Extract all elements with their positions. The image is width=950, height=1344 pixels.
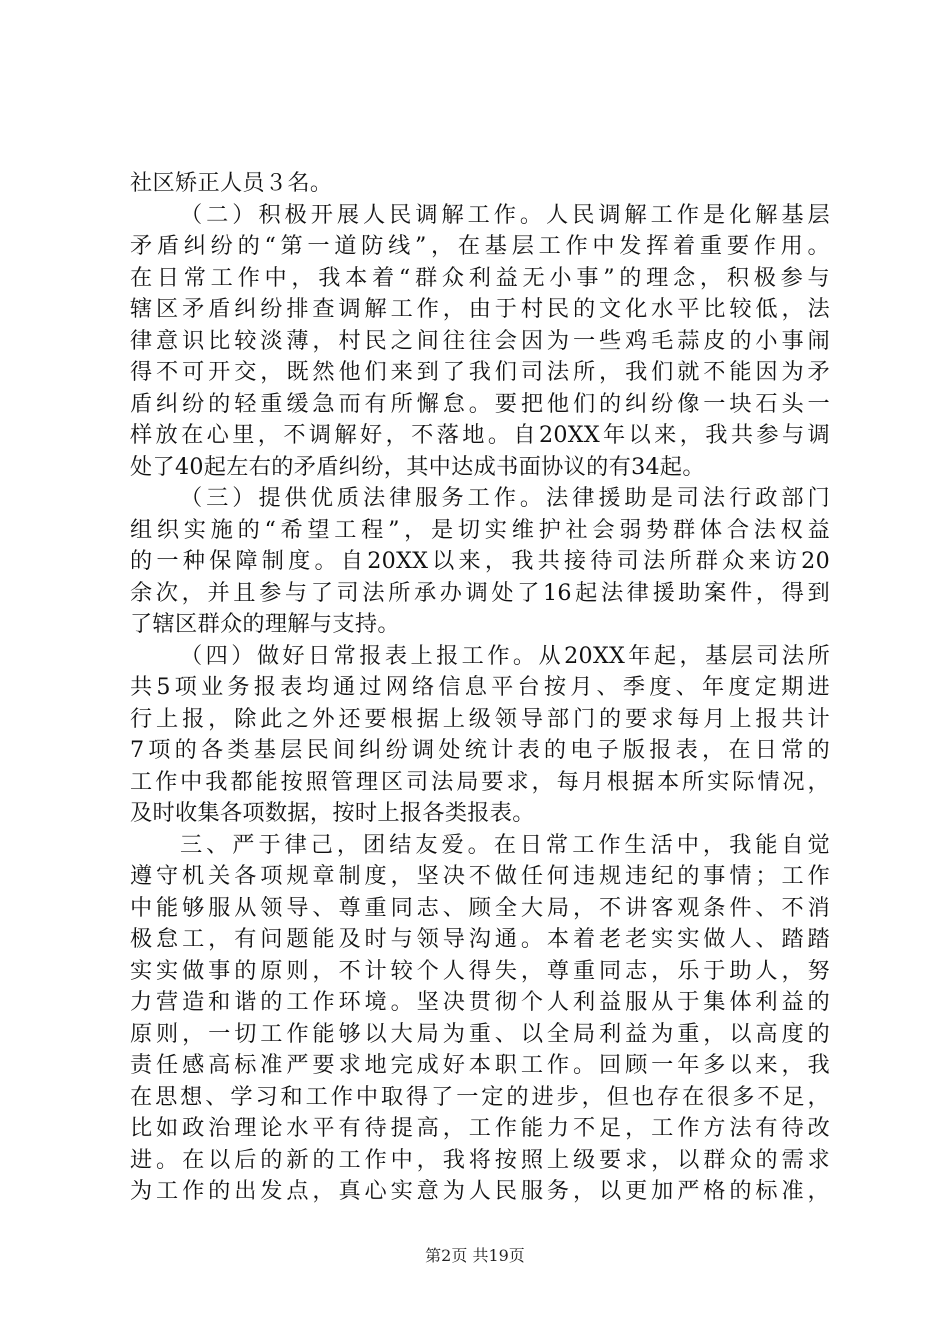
text-line: 处了40起左右的矛盾纠纷，其中达成书面协议的有34起。 (130, 453, 705, 480)
page-footer (0, 1246, 950, 1266)
text-line: 实实做事的原则，不计较个人得失，尊重同志，乐于助人，努 (130, 957, 830, 984)
text-line: 样放在心里，不调解好，不落地。自20XX年以来，我共参与调 (130, 422, 830, 448)
text-line: 中能够服从领导、尊重同志、顾全大局，不讲客观条件、不消 (130, 894, 830, 921)
text-line: 余次，并且参与了司法所承办调处了16起法律援助案件，得到 (130, 579, 830, 606)
text-line: 在日常工作中，我本着“群众利益无小事”的理念，积极参与 (130, 264, 830, 291)
text-line: 极怠工，有问题能及时与领导沟通。本着老老实实做人、踏踏 (130, 926, 830, 952)
text-line: 行上报，除此之外还要根据上级领导部门的要求每月上报共计 (130, 705, 830, 732)
text-line: 进。在以后的新的工作中，我将按照上级要求，以群众的需求 (130, 1146, 830, 1173)
text-line: 在思想、学习和工作中取得了一定的进步，但也存在很多不足， (130, 1083, 830, 1110)
text-line: 律意识比较淡薄，村民之间往往会因为一些鸡毛蒜皮的小事闹 (130, 327, 830, 354)
text-line: 及时收集各项数据，按时上报各类报表。 (130, 800, 535, 826)
text-line: 原则，一切工作能够以大局为重、以全局利益为重，以高度的 (130, 1020, 830, 1047)
text-line: 辖区矛盾纠纷排查调解工作，由于村民的文化水平比较低，法 (130, 296, 830, 322)
text-line: 为工作的出发点，真心实意为人民服务，以更加严格的标准， (130, 1178, 830, 1204)
text-line: 得不可开交，既然他们来到了我们司法所，我们就不能因为矛 (130, 359, 830, 385)
text-line: （二）积极开展人民调解工作。人民调解工作是化解基层 (180, 201, 830, 228)
text-line: 的一种保障制度。自20XX以来，我共接待司法所群众来访20 (130, 548, 830, 574)
text-line: 社区矫正人员３名。 (130, 170, 333, 196)
text-line: 组织实施的“希望工程”，是切实维护社会弱势群体合法权益 (130, 516, 830, 543)
text-line: （四）做好日常报表上报工作。从20XX年起，基层司法所 (180, 642, 830, 669)
text-line: 比如政治理论水平有待提高，工作能力不足，工作方法有待改 (130, 1115, 830, 1141)
page-number-label: 第2页 共19页 (425, 1246, 525, 1265)
text-line: 盾纠纷的轻重缓急而有所懈怠。要把他们的纠纷像一块石头一 (130, 390, 830, 417)
text-line: 矛盾纠纷的“第一道防线”，在基层工作中发挥着重要作用。 (130, 233, 830, 259)
text-line: 7项的各类基层民间纠纷调处统计表的电子版报表，在日常的 (130, 737, 830, 763)
text-line: 共5项业务报表均通过网络信息平台按月、季度、年度定期进 (130, 674, 830, 700)
text-line: 工作中我都能按照管理区司法局要求，每月根据本所实际情况， (130, 768, 830, 795)
text-line: 遵守机关各项规章制度，坚决不做任何违规违纪的事情；工作 (130, 863, 830, 889)
document-body (130, 168, 830, 1208)
text-line: （三）提供优质法律服务工作。法律援助是司法行政部门 (180, 485, 830, 511)
text-line: 力营造和谐的工作环境。坚决贯彻个人利益服从于集体利益的 (130, 989, 830, 1015)
text-line: 三、严于律己，团结友爱。在日常工作生活中，我能自觉 (180, 831, 830, 858)
text-line: 了辖区群众的理解与支持。 (130, 611, 400, 637)
text-line: 责任感高标准严要求地完成好本职工作。回顾一年多以来，我 (130, 1052, 830, 1078)
